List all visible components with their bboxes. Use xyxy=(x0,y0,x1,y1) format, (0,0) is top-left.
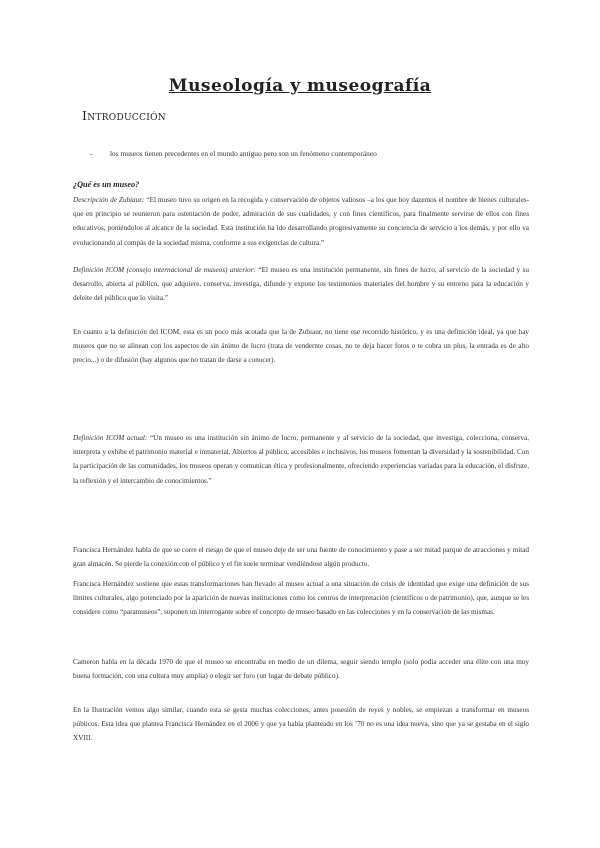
paragraph-cameron xyxy=(73,655,529,683)
paragraph-text: “Un museo es una institución sin ánimo de lucro, permanente y al servicio de la sociedad, que investiga, colecciona, conserva, interpreta y exhibe el patrimonio material e inmaterial. Abiertos al público, accesibles e inclusivos, los museos fomentan la diversidad y la sostenibilidad. Con la participación de las comunidades, los museos operan y comunican ética y profesionalmente, ofreciendo experiencias variadas para la educación, el disfrute, la reflexión y el intercambio de conocimientos.” xyxy=(73,434,529,485)
paragraph-hernandez-1 xyxy=(73,543,529,571)
section-heading-introduccion: Introducción xyxy=(82,108,166,123)
paragraph-ilustracion xyxy=(73,703,529,746)
document-title: Museología y museografía xyxy=(168,76,432,96)
paragraph-text: “El museo es una institución permanente, sin fines de lucro, al servicio de la sociedad y su desarrollo, abierta al público, que adquiere, conserva, investiga, difunde y expone los testimonios materiales del hombre y su entorno para la educación y deleite del público que lo visita.” xyxy=(73,266,530,303)
paragraph-zubiaur xyxy=(73,193,529,250)
paragraph-comparacion xyxy=(73,325,529,368)
paragraph-lead: Definición ICOM (consejo internacional de museos) anterior: xyxy=(73,266,256,274)
paragraph-hernandez-2 xyxy=(73,577,529,620)
paragraph-lead: Descripción de Zubiaur: xyxy=(73,196,145,204)
bullet-dash: - xyxy=(90,149,93,158)
paragraph-text: Francisca Hernández sostiene que estas transformaciones han llevado al museo actual a una situación de crisis de identidad que exige una definición de sus límites culturales, algo potenciado por la aparición de nuevas instituciones como los centros de interpretación (científicos o de patrimonio), que, aunque se les considere como “paramuseos”, suponen un interrogante sobre el concepto de museo basado en las colecciones y en la conservación de las mismas. xyxy=(73,580,529,617)
bullet-text: los museos tienen precedentes en el mundo antiguo pero son un fenómeno contemporáneo xyxy=(110,149,377,158)
paragraph-text: Cameron habla en la década 1970 de que el museo se encontraba en medio de un dilema, seguir siendo templo (solo podía acceder una élite con una muy buena formación, con una cultura muy amplia) o elegir ser foro (un lugar de debate público). xyxy=(73,658,529,681)
subheading-que-es-un-museo: ¿Qué es un museo? xyxy=(73,180,140,189)
paragraph-text: En la Ilustración vemos algo similar, cuando esta se gesta muchas colecciones, antes posesión de reyes y nobles, se empiezan a transformar en museos públicos. Esta idea que plantea Francisca Hernández en el 2006 y que ya había planteado en los ’70 no es una idea nueva, sino que ya se gestaba en el siglo XVIII. xyxy=(73,706,529,743)
paragraph-text: Francisca Hernández habla de que se corre el riesgo de que el museo deje de ser una fuente de conocimiento y pase a ser mitad parque de atracciones y mitad gran almacén. Se pierde la conexión con el público y el fin suele terminar vendiéndose algún producto. xyxy=(73,546,529,569)
paragraph-icom-anterior xyxy=(73,263,529,306)
paragraph-text: En cuanto a la definición del ICOM, esta es un poco más acotada que la de Zubiaur, no tiene ese recorrido histórico, y es una definición ideal, ya que hay museos que no se alinean con los aspectos de sin ánimo de lucro (trata de vendernte cosas, no te deja hacer fotos o te cobra un plus, la entrada es de alto precio...) o de difusión (hay algunos que no tratan de darse a conocer). xyxy=(73,328,529,365)
paragraph-text: “El museo tuvo su origen en la recogida y conservación de objetos valiosos –a los que hoy dazemos el nombre de bienes culturales- que en principio se reunieron para ostentación de poder, admiración de sus cualidades, y con fines científicos, para finalmente servirse de ellos con fines educativos, poniéndolos al alcance de la sociedad. Esta institución ha ido desarrollando progresivamente su conciencia de servicio a los demás, y por ello va evolucionando al compás de la sociedad misma, conforme a sus exigencias de cultura.” xyxy=(73,196,529,247)
bullet-item xyxy=(90,149,377,158)
paragraph-icom-actual xyxy=(73,431,529,488)
paragraph-lead: Definición ICOM actual: xyxy=(73,434,148,442)
